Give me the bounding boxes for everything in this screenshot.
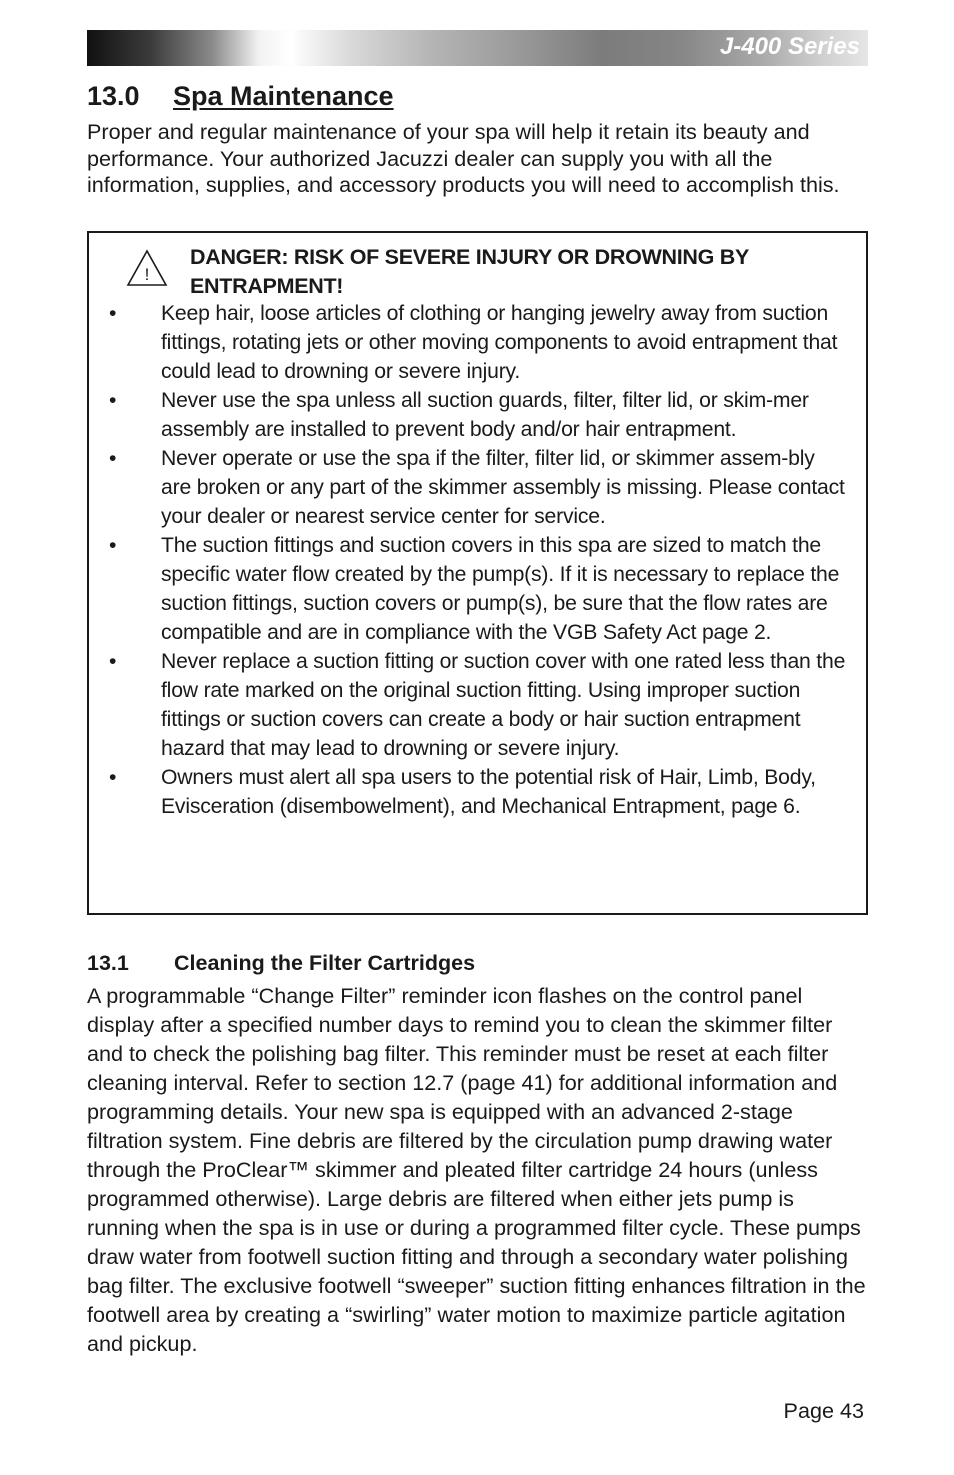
section-heading xyxy=(87,81,394,112)
list-item xyxy=(89,763,864,821)
list-item xyxy=(89,386,864,444)
bullet: • xyxy=(109,766,117,789)
list-item xyxy=(89,299,864,386)
list-item-text: Owners must alert all spa users to the potential risk of Hair, Limb, Body, Evisceration (disembowelment), and Mechanical Entrapment, page 6. xyxy=(161,766,816,818)
page-number: Page 43 xyxy=(783,1398,864,1423)
list-item-text: Keep hair, loose articles of clothing or hanging jewelry away from suction fittings, rotating jets or other moving components to avoid entrapment that could lead to drowning or severe injury. xyxy=(161,302,838,383)
warning-triangle-icon xyxy=(126,249,168,287)
header-bar xyxy=(87,30,868,66)
danger-box xyxy=(87,231,868,915)
section-number: 13.0 xyxy=(87,81,140,111)
list-item xyxy=(89,531,864,647)
section-title: Spa Maintenance xyxy=(173,81,394,111)
list-item-text: Never use the spa unless all suction guards, filter, filter lid, or skim-mer assembly are installed to prevent body and/or hair entrapment. xyxy=(161,389,809,441)
list-item-text: Never replace a suction fitting or suction cover with one rated less than the flow rate marked on the original suction fitting. Using improper suction fittings or suction covers can create a body or hair suction entrapment hazard that may lead to drowning or severe injury. xyxy=(161,650,846,760)
bullet: • xyxy=(109,650,117,673)
bullet: • xyxy=(109,534,117,557)
subsection-body: A programmable “Change Filter” reminder icon flashes on the control panel display after a specified number days to remind you to clean the skimmer filter and to check the polishing bag filter. This reminder must be reset at each filter cleaning interval. Refer to section 12.7 (page 41) for additional information and programming details. Your new spa is equipped with an advanced 2-stage filtration system. Fine debris are filtered by the circulation pump drawing water through the ProClear™ skimmer and pleated filter cartridge 24 hours (unless programmed otherwise). Large debris are filtered when either jets pump is running when the spa is in use or during a programmed filter cycle. These pumps draw water from footwell suction fitting and through a secondary water polishing bag filter. The exclusive footwell “sweeper” suction fitting enhances filtration in the footwell area by creating a “swirling” water motion to maximize particle agitation and pickup. xyxy=(87,983,866,1356)
warning-symbol: ! xyxy=(144,265,150,284)
bullet: • xyxy=(109,302,117,325)
series-title: J-400 Series xyxy=(719,33,860,60)
bullet: • xyxy=(109,389,117,412)
bullet: • xyxy=(109,447,117,470)
danger-list xyxy=(89,299,864,821)
intro-paragraph: Proper and regular maintenance of your spa will help it retain its beauty and performance. Your authorized Jacuzzi dealer can supply you with all the information, supplies, and accessory products you will need to accomplish this. xyxy=(87,119,840,197)
list-item xyxy=(89,647,864,763)
subsection-number: 13.1 xyxy=(87,951,129,975)
subsection-heading xyxy=(87,951,475,976)
list-item xyxy=(89,444,864,531)
list-item-text: The suction fittings and suction covers in this spa are sized to match the specific water flow created by the pump(s). If it is necessary to replace the suction fittings, suction covers or pump(s), be sure that the flow rates are compatible and are in compliance with the VGB Safety Act page 2. xyxy=(161,534,840,644)
danger-title: DANGER: RISK OF SEVERE INJURY OR DROWNING BY ENTRAPMENT! xyxy=(190,245,749,298)
subsection-title: Cleaning the Filter Cartridges xyxy=(174,951,476,975)
list-item-text: Never operate or use the spa if the filter, filter lid, or skimmer assem-bly are broken or any part of the skimmer assembly is missing. Please contact your dealer or nearest service center for service. xyxy=(161,447,845,528)
